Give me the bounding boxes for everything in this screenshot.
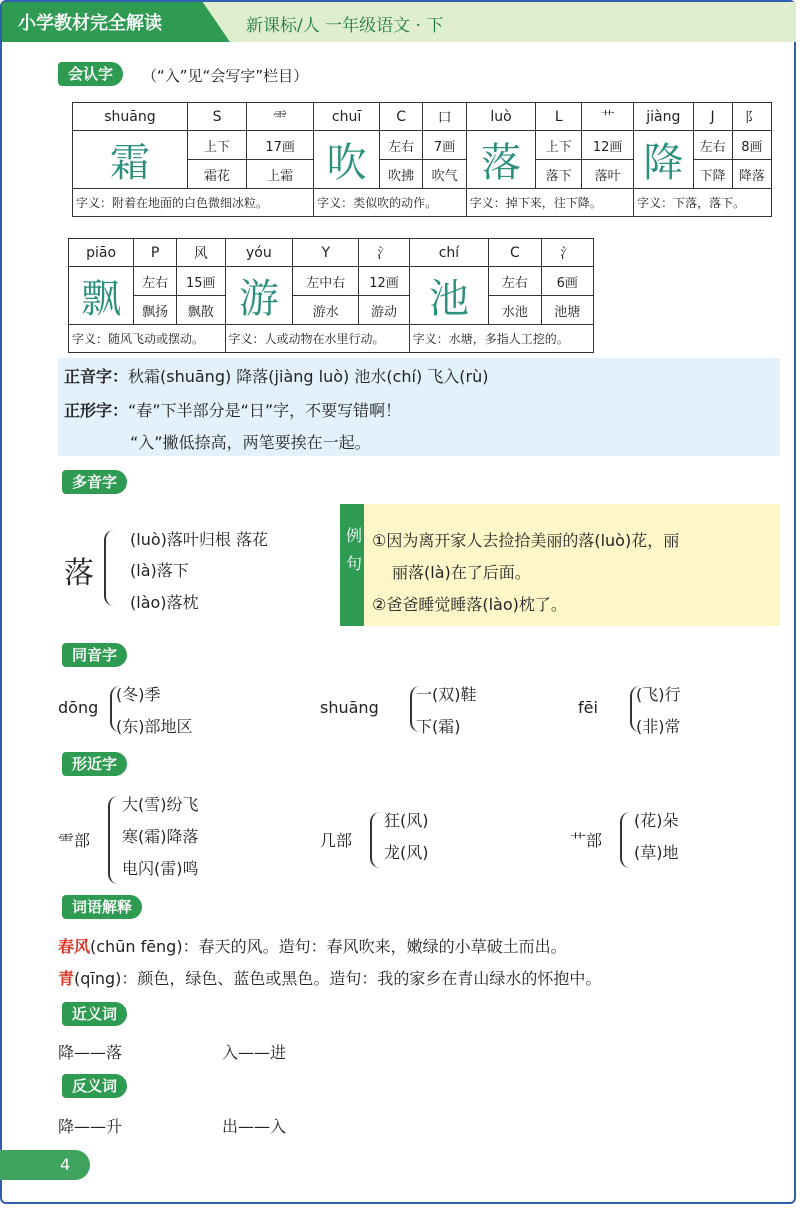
section-similar-tag: 形近字	[62, 752, 127, 776]
section-words-tag: 词语解释	[62, 895, 142, 919]
strokes-cell: 12画	[359, 267, 409, 296]
initial-letter-cell: S	[187, 103, 246, 131]
section-homophone-tag: 同音字	[62, 643, 127, 667]
poly-brace	[104, 530, 120, 606]
structure-cell: 左中右	[293, 267, 359, 296]
meaning-cell: 字义：人或动物在水里行动。	[225, 325, 409, 353]
pinyin-cell: luò	[466, 103, 536, 131]
book-title: 小学教材完全解读	[18, 13, 162, 34]
initial-letter-cell: C	[380, 103, 423, 131]
poly-reading-1: (luò)落叶归根 落花	[130, 530, 268, 549]
similar-brace	[370, 812, 382, 868]
structure-cell: 左右	[380, 131, 423, 160]
radical-cell: 风	[177, 239, 226, 267]
synonym-1: 降——落	[58, 1043, 123, 1062]
synonym-2: 入——进	[222, 1043, 287, 1062]
structure-cell: 上下	[187, 131, 246, 160]
word-entry-1	[58, 934, 567, 957]
section-recognize-tag: 会认字	[58, 62, 123, 86]
correct-sound-text: 秋霜(shuāng) 降落(jiàng luò) 池水(chí) 飞入(rù)	[128, 367, 489, 386]
strokes-cell: 7画	[423, 131, 466, 160]
poly-reading-2: (là)落下	[130, 561, 189, 580]
similar-radical: ⻗部	[58, 831, 91, 850]
word-py-1: (chūn fēng)	[90, 937, 183, 956]
big-char-cell: 游	[225, 267, 293, 325]
pinyin-cell: piāo	[69, 239, 134, 267]
word-def-1: ：春天的风。造句：春风吹来，嫩绿的小草破土而出。	[182, 937, 567, 956]
word-cell: 降落	[732, 160, 771, 189]
similar-radical: 艹部	[570, 831, 603, 850]
big-char-cell: 吹	[314, 131, 380, 189]
poly-reading-3: (lào)落枕	[130, 593, 199, 612]
radical-cell: 氵	[359, 239, 409, 267]
example-line-3: ②爸爸睡觉睡落(lào)枕了。	[372, 595, 567, 614]
word-term-1: 春风	[58, 937, 91, 956]
similar-item: (草)地	[634, 843, 679, 862]
correct-shape-label: 正形字：	[64, 401, 129, 420]
example-line-1: ①因为离开家人去捡拾美丽的落(luò)花，丽	[372, 531, 680, 550]
word-entry-2	[58, 966, 601, 989]
pinyin-cell: jiàng	[634, 103, 693, 131]
similar-radical: 几部	[320, 831, 353, 850]
structure-cell: 左右	[489, 267, 541, 296]
homophone-pinyin: shuāng	[320, 698, 379, 717]
structure-cell: 左右	[134, 267, 177, 296]
structure-cell: 左右	[693, 131, 732, 160]
similar-item: 大(雪)纷飞	[122, 795, 199, 814]
big-char-cell: 池	[409, 267, 488, 325]
homophone-item: 一(双)鞋	[416, 685, 477, 704]
word-cell: 池塘	[541, 296, 593, 325]
correct-shape-text2: “入”撇低捺高，两笔要挨在一起。	[130, 433, 371, 452]
initial-letter-cell: J	[693, 103, 732, 131]
meaning-cell: 字义：水塘，多指人工挖的。	[409, 325, 593, 353]
big-char-cell: 霜	[73, 131, 188, 189]
radical-cell: 氵	[541, 239, 593, 267]
word-cell: 吹拂	[380, 160, 423, 189]
radical-cell: 口	[423, 103, 466, 131]
homophone-item: (东)部地区	[116, 717, 193, 736]
word-cell: 水池	[489, 296, 541, 325]
word-cell: 飘散	[177, 296, 226, 325]
structure-cell: 上下	[536, 131, 582, 160]
big-char-cell: 落	[466, 131, 536, 189]
pinyin-cell: yóu	[225, 239, 293, 267]
radical-cell: ⻗	[247, 103, 314, 131]
antonym-2: 出——入	[222, 1117, 287, 1136]
word-def-2: ：颜色，绿色、蓝色或黑色。造句：我的家乡在青山绿水的怀抱中。	[121, 969, 602, 988]
word-py-2: (qīng)	[74, 969, 122, 988]
similar-item: 狂(风)	[384, 811, 429, 830]
homophone-pinyin: fēi	[578, 698, 598, 717]
pinyin-cell: chí	[409, 239, 488, 267]
big-char-cell: 飘	[69, 267, 134, 325]
word-cell: 游水	[293, 296, 359, 325]
strokes-cell: 8画	[732, 131, 771, 160]
similar-item: (花)朵	[634, 811, 679, 830]
initial-letter-cell: P	[134, 239, 177, 267]
meaning-cell: 字义：类似吹的动作。	[314, 189, 467, 217]
word-cell: 游动	[359, 296, 409, 325]
word-cell: 落叶	[582, 160, 634, 189]
homophone-item: (非)常	[636, 717, 681, 736]
radical-cell: 阝	[732, 103, 771, 131]
initial-letter-cell: Y	[293, 239, 359, 267]
initial-letter-cell: L	[536, 103, 582, 131]
section-antonym-tag: 反义词	[62, 1074, 127, 1098]
correct-shape-line	[64, 398, 401, 421]
meaning-cell: 字义：附着在地面的白色微细冰粒。	[73, 189, 314, 217]
page-number: 4	[0, 1150, 90, 1180]
example-label: 例句	[346, 526, 363, 573]
radical-cell: 艹	[582, 103, 634, 131]
meaning-cell: 字义：掉下来，往下降。	[466, 189, 633, 217]
meaning-cell: 字义：随风飞动或摆动。	[69, 325, 226, 353]
homophone-item: (飞)行	[636, 685, 681, 704]
char-table-row1	[72, 102, 772, 217]
char-table-row2	[68, 238, 594, 353]
strokes-cell: 15画	[177, 267, 226, 296]
similar-item: 电闪(雷)鸣	[122, 859, 199, 878]
meaning-cell: 字义：下落，落下。	[634, 189, 772, 217]
word-cell: 上霜	[247, 160, 314, 189]
strokes-cell: 17画	[247, 131, 314, 160]
homophone-item: 下(霜)	[416, 717, 461, 736]
word-cell: 下降	[693, 160, 732, 189]
word-cell: 吹气	[423, 160, 466, 189]
word-cell: 飘扬	[134, 296, 177, 325]
correct-shape-text1: “春”下半部分是“日”字，不要写错啊！	[128, 401, 402, 420]
similar-brace	[108, 796, 120, 884]
correct-sound-line	[64, 364, 489, 387]
section-polyphone-tag: 多音字	[62, 470, 127, 494]
big-char-cell: 降	[634, 131, 693, 189]
section-recognize-note: （“入”见“会写字”栏目）	[142, 67, 309, 85]
similar-item: 寒(霜)降落	[122, 827, 199, 846]
word-term-2: 青	[58, 969, 75, 988]
pinyin-cell: shuāng	[73, 103, 188, 131]
initial-letter-cell: C	[489, 239, 541, 267]
word-cell: 霜花	[187, 160, 246, 189]
poly-char: 落	[64, 556, 94, 591]
correct-sound-label: 正音字：	[64, 367, 129, 386]
word-cell: 落下	[536, 160, 582, 189]
book-subtitle: 新课标/人 一年级语文 · 下	[246, 16, 444, 36]
strokes-cell: 6画	[541, 267, 593, 296]
pinyin-cell: chuī	[314, 103, 380, 131]
homophone-pinyin: dōng	[58, 698, 99, 717]
example-line-2: 丽落(là)在了后面。	[392, 563, 531, 582]
homophone-item: (冬)季	[116, 685, 161, 704]
similar-item: 龙(风)	[384, 843, 429, 862]
antonym-1: 降——升	[58, 1117, 123, 1136]
strokes-cell: 12画	[582, 131, 634, 160]
section-synonym-tag: 近义词	[62, 1002, 127, 1026]
similar-brace	[620, 812, 632, 868]
